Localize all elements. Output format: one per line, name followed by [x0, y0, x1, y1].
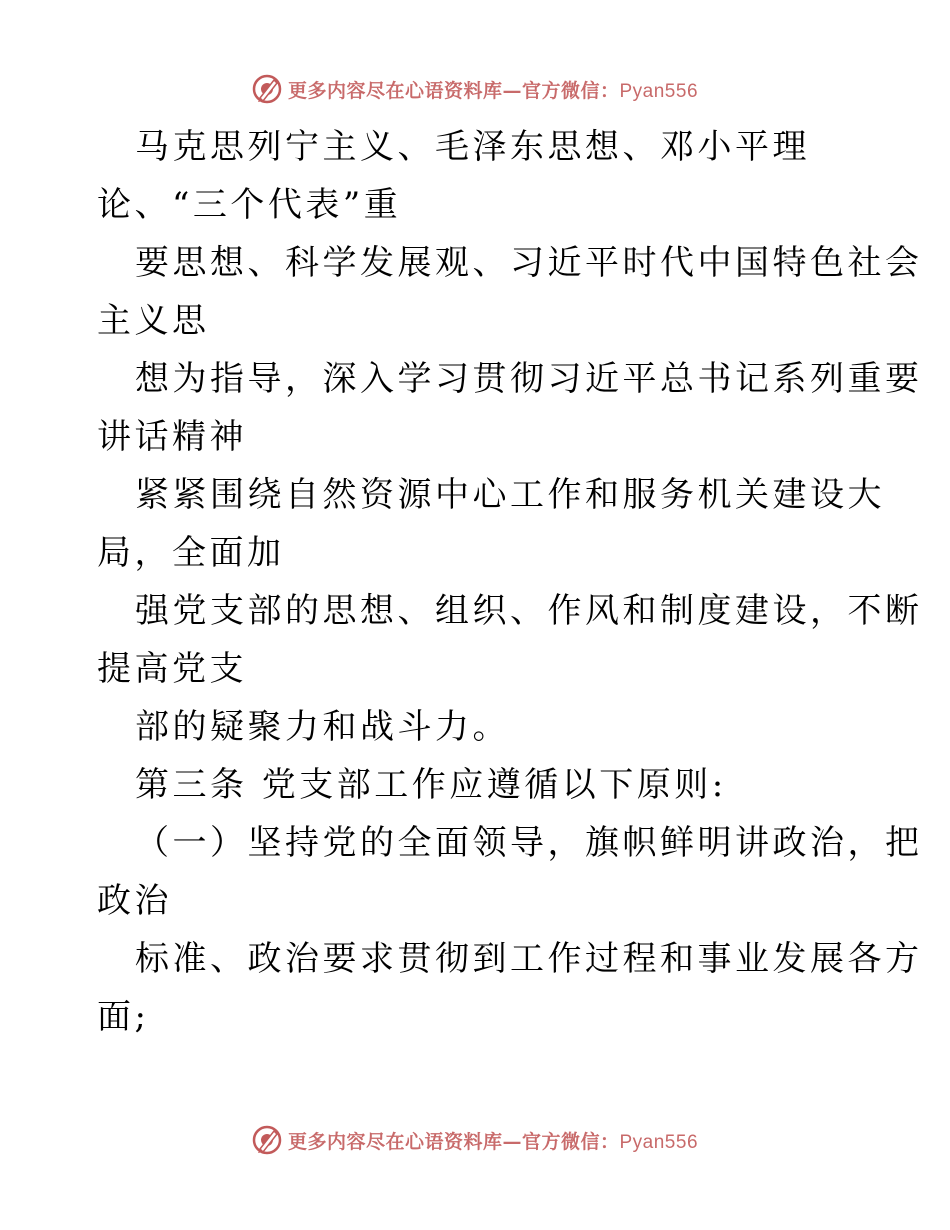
text-line: 标准、政治要求贯彻到工作过程和事业发展各方: [135, 939, 923, 979]
watermark-text: [288, 1127, 698, 1154]
text-line: 讲话精神: [97, 417, 247, 457]
text-line: 局，全面加: [97, 533, 285, 573]
watermark-wechat-id: Pyan556: [619, 80, 699, 102]
watermark-wechat-id: Pyan556: [619, 1131, 699, 1153]
pen-logo-icon: [252, 1125, 282, 1155]
footer-watermark: [0, 1123, 950, 1157]
text-line: 强党支部的思想、组织、作风和制度建设，不断: [135, 591, 923, 631]
text-line: 主义思: [97, 301, 210, 341]
watermark-text: [288, 76, 698, 103]
header-watermark: [0, 72, 950, 106]
text-line: 面;: [97, 997, 150, 1037]
text-line: 提高党支: [97, 649, 247, 689]
text-line: 马克思列宁主义、毛泽东思想、邓小平理: [135, 127, 810, 167]
text-line: 论、“三个代表”重: [97, 185, 402, 225]
watermark-cn-text: 更多内容尽在心语资料库—官方微信：: [287, 79, 620, 102]
pen-logo-icon: [252, 74, 282, 104]
article-heading: 第三条 党支部工作应遵循以下原则:: [135, 765, 727, 805]
text-line: 要思想、科学发展观、习近平时代中国特色社会: [135, 243, 923, 283]
text-line: 紧紧围绕自然资源中心工作和服务机关建设大: [135, 475, 885, 515]
watermark-cn-text: 更多内容尽在心语资料库—官方微信：: [287, 1130, 620, 1153]
text-line: 部的疑聚力和战斗力。: [135, 707, 510, 747]
text-line: 想为指导，深入学习贯彻习近平总书记系列重要: [135, 359, 923, 399]
text-line: 政治: [97, 881, 172, 921]
text-line: （一）坚持党的全面领导，旗帜鲜明讲政治，把: [135, 823, 923, 863]
